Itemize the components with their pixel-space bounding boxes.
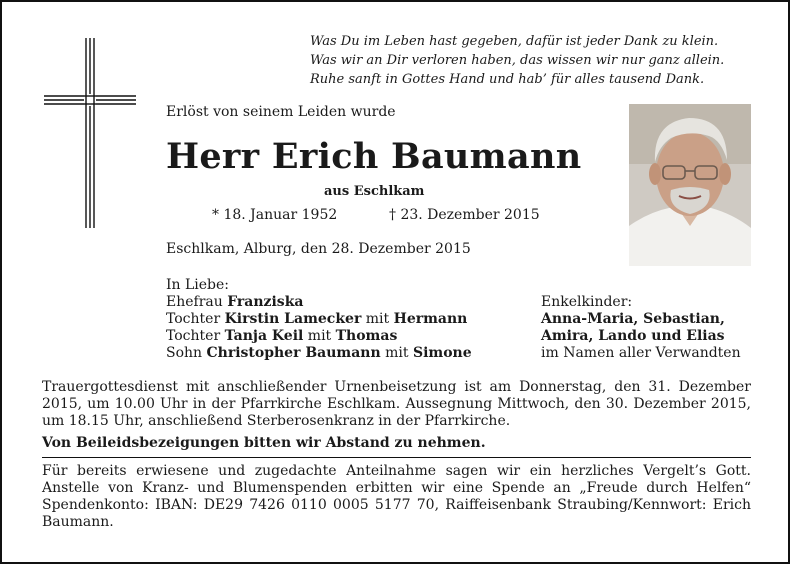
divider: [42, 457, 751, 458]
grandchildren-names: Anna-Maria, Sebastian,: [541, 311, 725, 327]
service-line: Trauergottesdienst mit anschließender Urnenbeisetzung ist am Donnerstag, den 31. Dezember: [42, 379, 751, 395]
grandchildren-label: Enkelkinder:: [541, 294, 633, 310]
service-text: 2015, um 10.00 Uhr in der Pfarrkirche Eschlkam. Aussegnung Mittwoch, den 30. Dezember 2015, um 18.15 Uhr, anschließend Sterberosenkranz in der Pfarrkirche.: [42, 396, 751, 429]
funeral-service-info: [42, 379, 751, 430]
verse-line: Was Du im Leben hast gegeben, dafür ist jeder Dank zu klein.: [310, 34, 719, 49]
memorial-verse: [310, 32, 724, 89]
in-love-label: In Liebe:: [166, 277, 230, 293]
grandchildren-names: Amira, Lando und Elias: [541, 328, 725, 344]
place-and-date: Eschlkam, Alburg, den 28. Dezember 2015: [166, 241, 471, 257]
family-list: [166, 294, 472, 362]
birth-date: * 18. Januar 1952: [212, 207, 338, 223]
cross-icon: [44, 38, 136, 228]
deceased-name: Herr Erich Baumann: [166, 136, 582, 177]
hometown: aus Eschlkam: [324, 184, 425, 199]
verse-line: Was wir an Dir verloren haben, das wissen wir nur ganz allein.: [310, 53, 725, 68]
family-member: Sohn Christopher Baumann mit Simone: [166, 345, 472, 361]
condolence-note: Von Beileidsbezeigungen bitten wir Abstand zu nehmen.: [42, 435, 486, 451]
family-member: Ehefrau Franziska: [166, 294, 304, 310]
intro-text: Erlöst von seinem Leiden wurde: [166, 104, 396, 120]
family-member: Tochter Tanja Keil mit Thomas: [166, 328, 398, 344]
thanks-paragraph: Für bereits erwiesene und zugedachte Anteilnahme sagen wir ein herzliches Vergelt’s Gott. Anstelle von Kranz- und Blumenspenden erbitten wir eine Spende an „Freude durch Helfen“ Spendenkonto: IBAN: DE29 7426 0110 0005 5177 70, Raiffeisenbank Straubing/Kennwort: Erich Baumann.: [42, 463, 751, 530]
relatives-closing: im Namen aller Verwandten: [541, 345, 741, 361]
verse-line: Ruhe sanft in Gottes Hand und hab’ für alles tausend Dank.: [310, 72, 705, 87]
death-date: † 23. Dezember 2015: [389, 207, 540, 223]
grandchildren-block: [541, 294, 741, 362]
family-member: Tochter Kirstin Lamecker mit Hermann: [166, 311, 468, 327]
portrait-photo: [629, 104, 751, 266]
